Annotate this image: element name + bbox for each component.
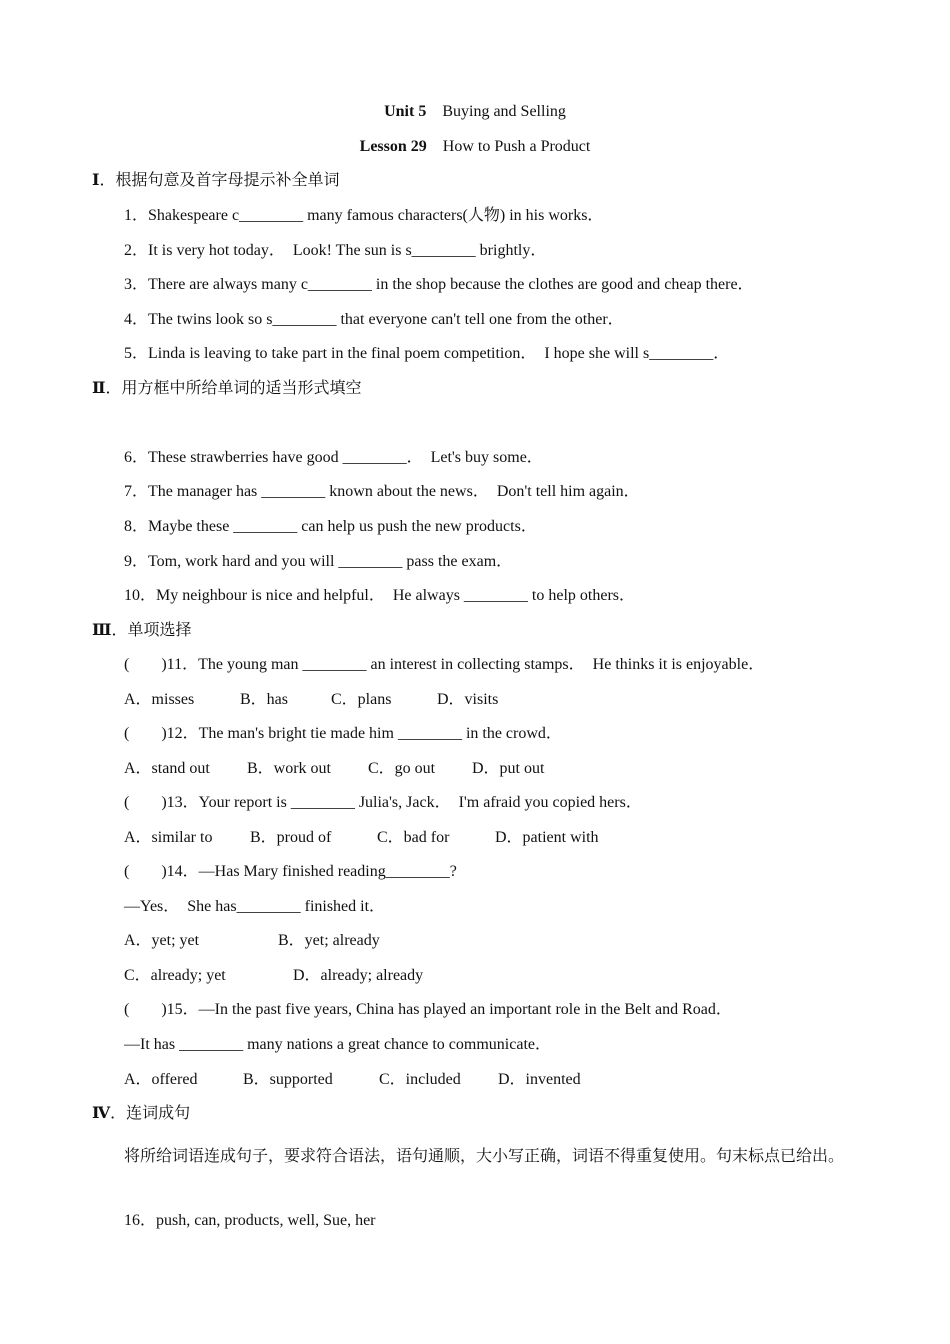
- q13-option-b: B．proud of: [250, 829, 332, 846]
- q14-option-c: C．already; yet: [124, 967, 226, 984]
- lesson-title: Lesson 29 How to Push a Product: [359, 138, 591, 155]
- question-15-reply: —It has ________ many nations a great chance to communicate．: [124, 1036, 551, 1053]
- q12-option-a: A．stand out: [124, 760, 210, 777]
- section-4-heading: Ⅳ．连词成句: [92, 1105, 191, 1122]
- question-14-reply: —Yes． She has________ finished it．: [124, 898, 386, 915]
- q12-option-b: B．work out: [247, 760, 332, 777]
- question-11: ( )11．The young man ________ an interest in collecting stamps． He thinks it is enjoyable．: [124, 656, 765, 673]
- question-9: 9．Tom, work hard and you will ________ pass the exam．: [124, 553, 513, 570]
- question-4: 4．The twins look so s________ that everyone can't tell one from the other．: [124, 311, 624, 328]
- question-12: ( )12．The man's bright tie made him ________ in the crowd．: [124, 725, 562, 742]
- q13-option-a: A．similar to: [124, 829, 213, 846]
- question-6: 6．These strawberries have good ________． Let's buy some．: [124, 449, 543, 466]
- question-5: 5．Linda is leaving to take part in the final poem competition． I hope she will s________．: [124, 345, 730, 362]
- q12-option-c: C．go out: [368, 760, 436, 777]
- question-15: ( )15．—In the past five years, China has played an important role in the Belt and Road．: [124, 1001, 732, 1018]
- q15-option-c: C．included: [379, 1071, 461, 1088]
- section-2-heading: Ⅱ．用方框中所给单词的适当形式填空: [92, 380, 362, 397]
- section-4-instruction: 将所给词语连成句子，要求符合语法，语句通顺，大小写正确，词语不得重复使用。句末标点已给出。: [124, 1148, 845, 1165]
- q15-option-d: D．invented: [498, 1071, 581, 1088]
- question-7: 7．The manager has ________ known about the news． Don't tell him again．: [124, 483, 640, 500]
- question-2: 2．It is very hot today． Look! The sun is s________ brightly．: [124, 242, 547, 259]
- q11-option-a: A．misses: [124, 691, 195, 708]
- question-16: 16．push, can, products, well, Sue, her: [124, 1212, 376, 1229]
- question-3: 3．There are always many c________ in the shop because the clothes are good and cheap there．: [124, 276, 754, 293]
- q15-option-b: B．supported: [243, 1071, 333, 1088]
- q13-option-c: C．bad for: [377, 829, 450, 846]
- q11-option-b: B．has: [240, 691, 289, 708]
- q15-option-a: A．offered: [124, 1071, 198, 1088]
- unit-title: Unit 5 Buying and Selling: [384, 103, 566, 120]
- q11-option-d: D．visits: [437, 691, 499, 708]
- question-14: ( )14．—Has Mary finished reading________?: [124, 863, 457, 880]
- q11-option-c: C．plans: [331, 691, 392, 708]
- question-13: ( )13．Your report is ________ Julia's, Jack． I'm afraid you copied hers．: [124, 794, 642, 811]
- q14-option-d: D．already; already: [293, 967, 424, 984]
- q13-option-d: D．patient with: [495, 829, 599, 846]
- section-3-heading: Ⅲ．单项选择: [92, 622, 192, 639]
- q14-option-a: A．yet; yet: [124, 932, 200, 949]
- question-8: 8．Maybe these ________ can help us push the new products．: [124, 518, 537, 535]
- question-1: 1．Shakespeare c________ many famous characters(人物) in his works．: [124, 207, 604, 224]
- q14-option-b: B．yet; already: [278, 932, 380, 949]
- q12-option-d: D．put out: [472, 760, 545, 777]
- question-10: 10．My neighbour is nice and helpful． He always ________ to help others．: [124, 587, 636, 604]
- section-1-heading: Ⅰ．根据句意及首字母提示补全单词: [92, 172, 340, 189]
